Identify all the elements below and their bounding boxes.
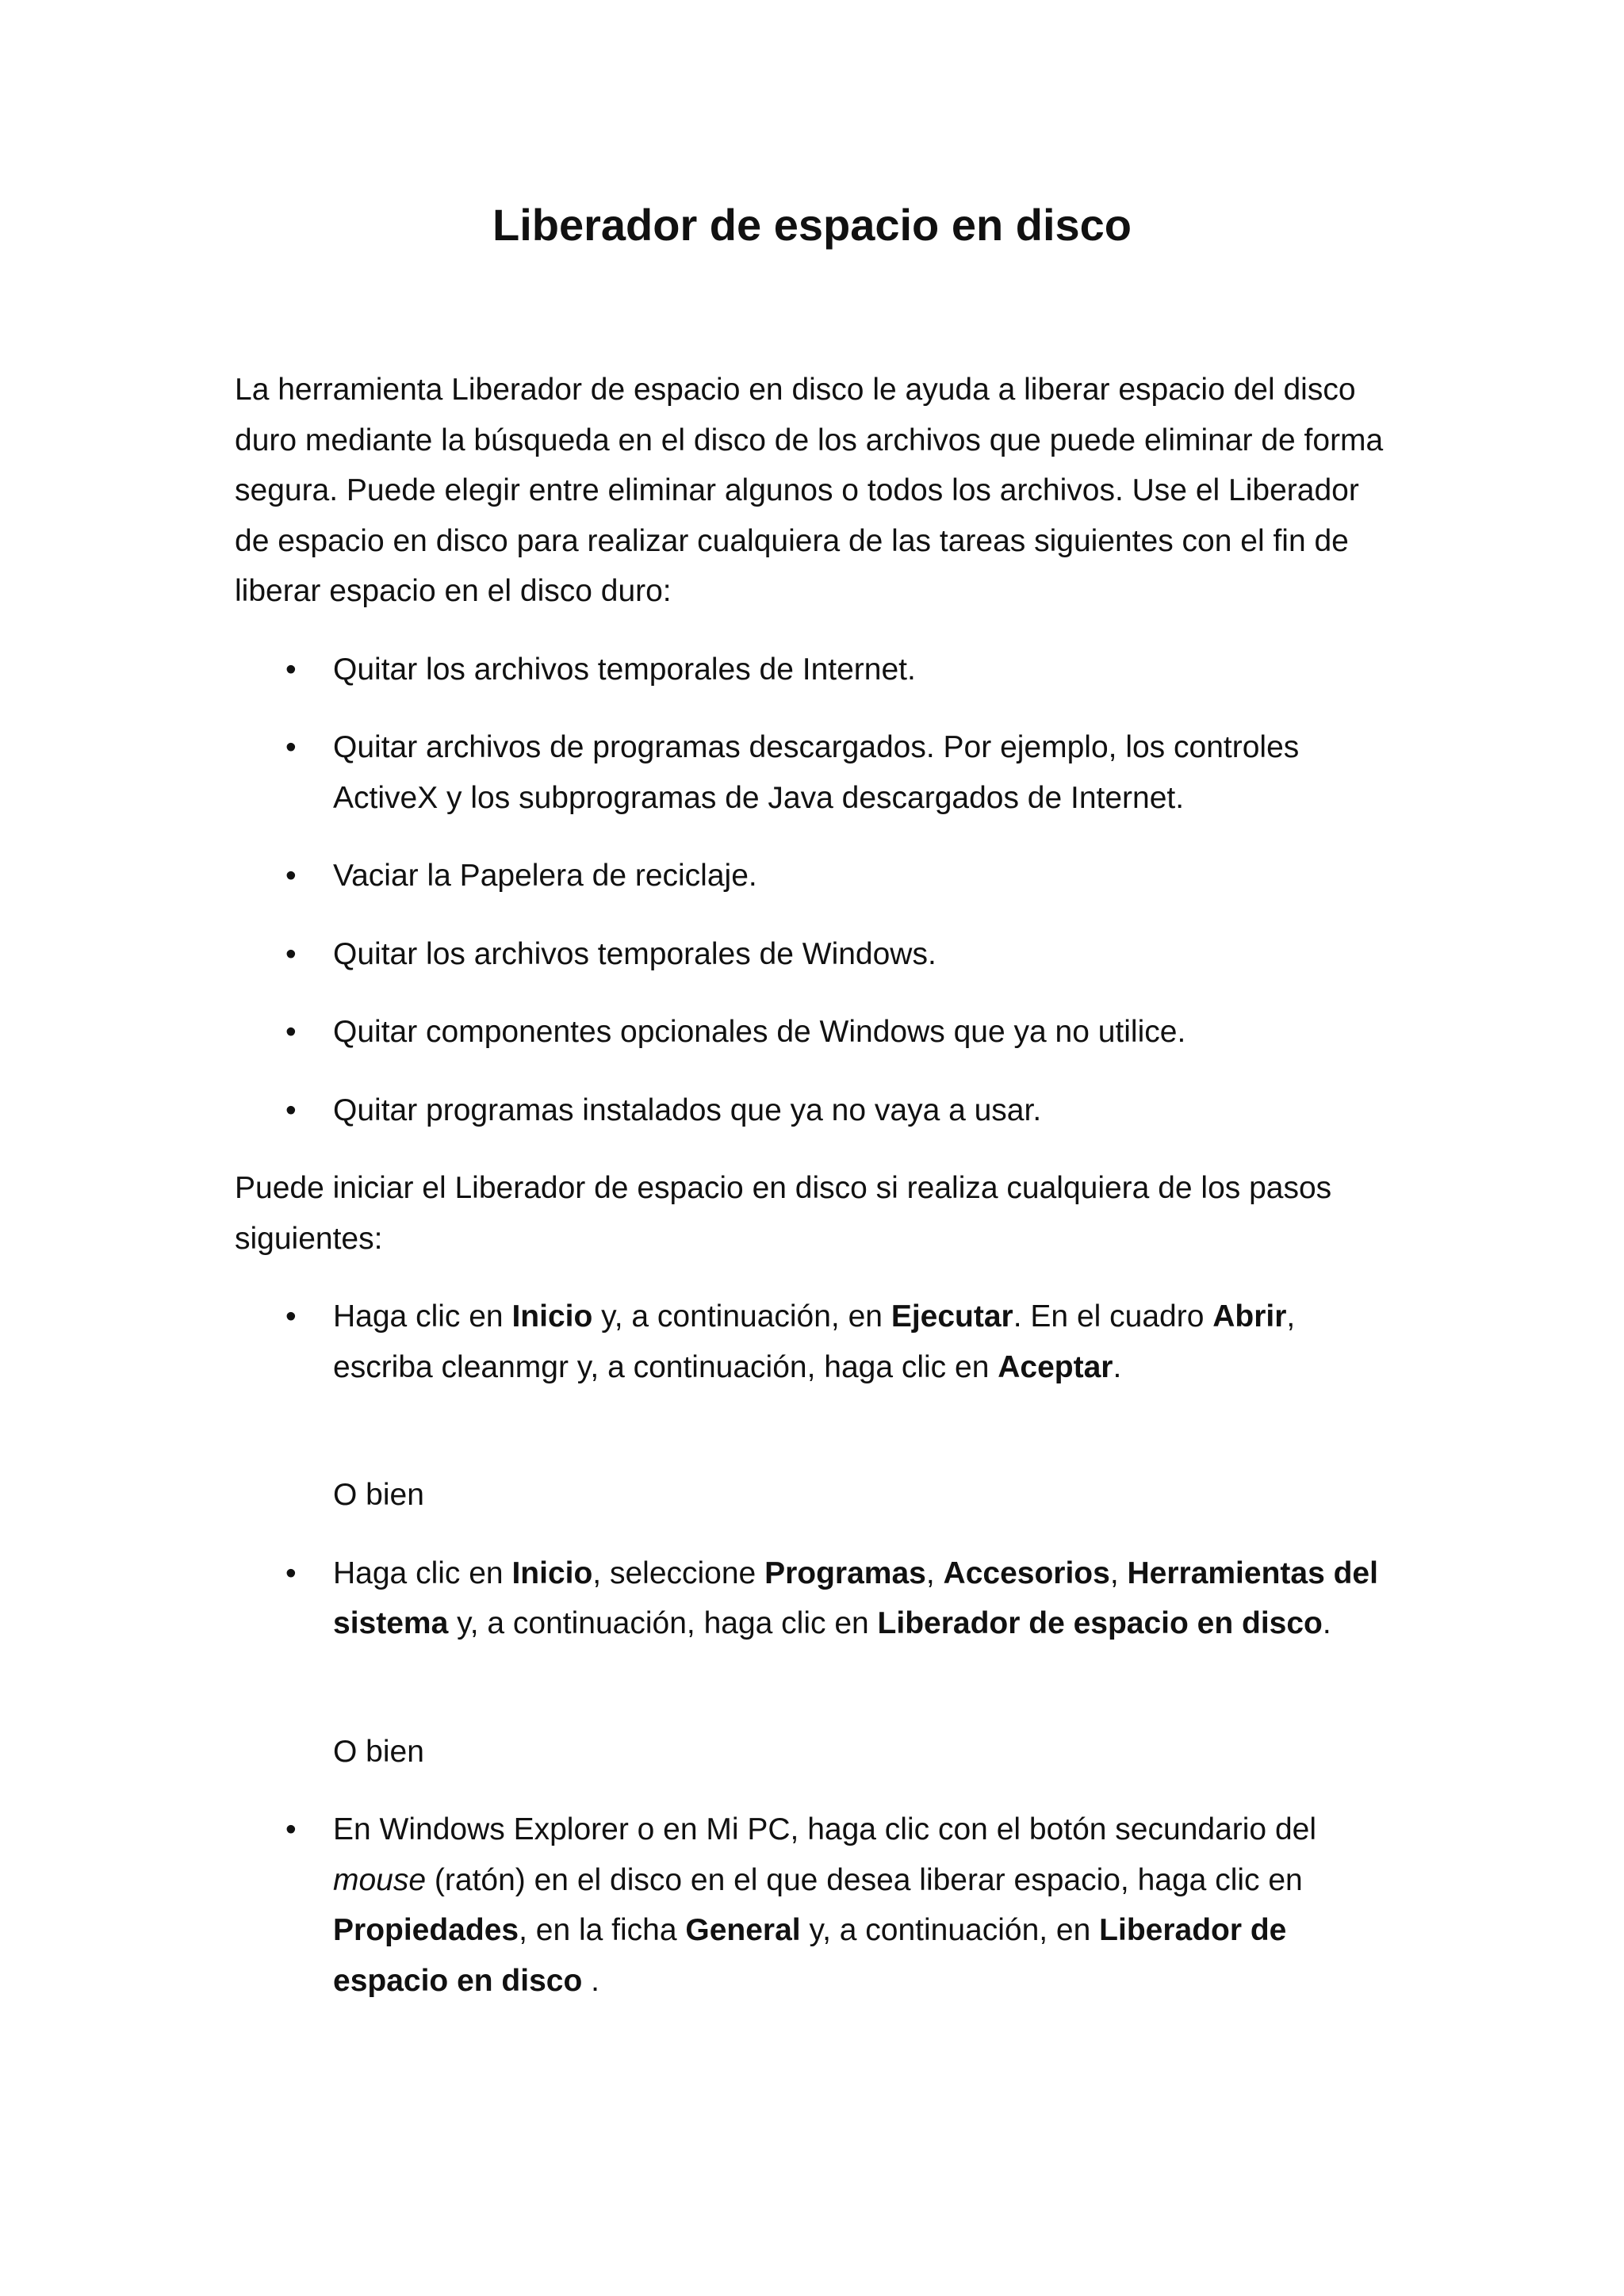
bold-term: Inicio bbox=[511, 1299, 593, 1334]
bold-term: Propiedades bbox=[333, 1913, 519, 1947]
blank-line bbox=[333, 1392, 1400, 1442]
bold-term: Liberador de espacio en disco bbox=[333, 1913, 1287, 1998]
task-list bbox=[235, 645, 1400, 1136]
list-item-text: Quitar los archivos temporales de Windows. bbox=[333, 936, 936, 971]
list-item bbox=[235, 851, 1400, 901]
steps-intro-paragraph: Puede iniciar el Liberador de espacio en disco si realiza cualquiera de los pasos siguientes: bbox=[235, 1171, 1332, 1256]
bold-term: Liberador de espacio en disco bbox=[877, 1606, 1323, 1640]
page-title: Liberador de espacio en disco bbox=[492, 200, 1132, 250]
bold-term: General bbox=[685, 1913, 801, 1947]
bullet-icon: • bbox=[285, 652, 297, 687]
list-item-text: Quitar archivos de programas descargados. Por ejemplo, los controles ActiveX y los subprogramas de Java descargados de Internet. bbox=[333, 730, 1300, 815]
blank-line bbox=[333, 1649, 1400, 1699]
bold-term: Inicio bbox=[511, 1556, 593, 1590]
steps-list bbox=[235, 1804, 1400, 2006]
bullet-icon: • bbox=[285, 936, 297, 971]
list-item-text: Quitar programas instalados que ya no vaya a usar. bbox=[333, 1093, 1042, 1127]
list-item bbox=[235, 1007, 1400, 1058]
intro-paragraph: La herramienta Liberador de espacio en disco le ayuda a liberar espacio del disco duro mediante la búsqueda en el disco de los archivos que puede eliminar de forma segura. Puede elegir entre eliminar algunos o todos los archivos. Use el Liberador de espacio en disco para realizar cualquiera de las tareas siguientes con el fin de liberar espacio en el disco duro: bbox=[235, 373, 1384, 608]
list-item-text: Vaciar la Papelera de reciclaje. bbox=[333, 859, 757, 893]
or-text: O bien bbox=[333, 1734, 424, 1769]
steps-list bbox=[235, 1548, 1400, 1699]
bullet-icon: • bbox=[285, 1556, 297, 1590]
or-text: O bien bbox=[333, 1478, 424, 1512]
bullet-icon: • bbox=[285, 1093, 297, 1127]
list-item-text: Quitar componentes opcionales de Windows que ya no utilice. bbox=[333, 1015, 1186, 1049]
list-item bbox=[235, 1085, 1400, 1136]
step-item-menu: • Haga clic en Inicio, seleccione Programas, Accesorios, Herramientas del sistema y, a continuación, haga clic en Liberador de espacio en disco. bbox=[235, 1548, 1400, 1699]
bold-term: Accesorios bbox=[943, 1556, 1110, 1590]
steps-list bbox=[235, 1292, 1400, 1442]
bullet-icon: • bbox=[285, 1812, 297, 1846]
bold-term: Aceptar bbox=[998, 1349, 1113, 1384]
step-item-run: • Haga clic en Inicio y, a continuación, en Ejecutar. En el cuadro Abrir, escriba cleanmgr y, a continuación, haga clic en Aceptar. bbox=[235, 1292, 1400, 1442]
bold-term: Programas bbox=[764, 1556, 926, 1590]
list-item-text: Quitar los archivos temporales de Internet. bbox=[333, 652, 916, 687]
list-item bbox=[235, 722, 1400, 823]
step-item-explorer: • En Windows Explorer o en Mi PC, haga clic con el botón secundario del mouse (ratón) en el disco en el que desea liberar espacio, haga clic en Propiedades, en la ficha General y, a continuación, en Liberador de espacio en disco . bbox=[235, 1804, 1400, 2006]
document-body bbox=[235, 365, 1400, 2034]
bullet-icon: • bbox=[285, 1299, 297, 1334]
bullet-icon: • bbox=[285, 859, 297, 893]
bullet-icon: • bbox=[285, 730, 297, 764]
bold-term: Ejecutar bbox=[891, 1299, 1013, 1334]
bold-term: Herramientas del sistema bbox=[333, 1556, 1378, 1640]
bold-term: Abrir bbox=[1212, 1299, 1287, 1334]
list-item bbox=[235, 645, 1400, 695]
list-item bbox=[235, 929, 1400, 980]
bullet-icon: • bbox=[285, 1015, 297, 1049]
italic-term: mouse bbox=[333, 1862, 427, 1897]
